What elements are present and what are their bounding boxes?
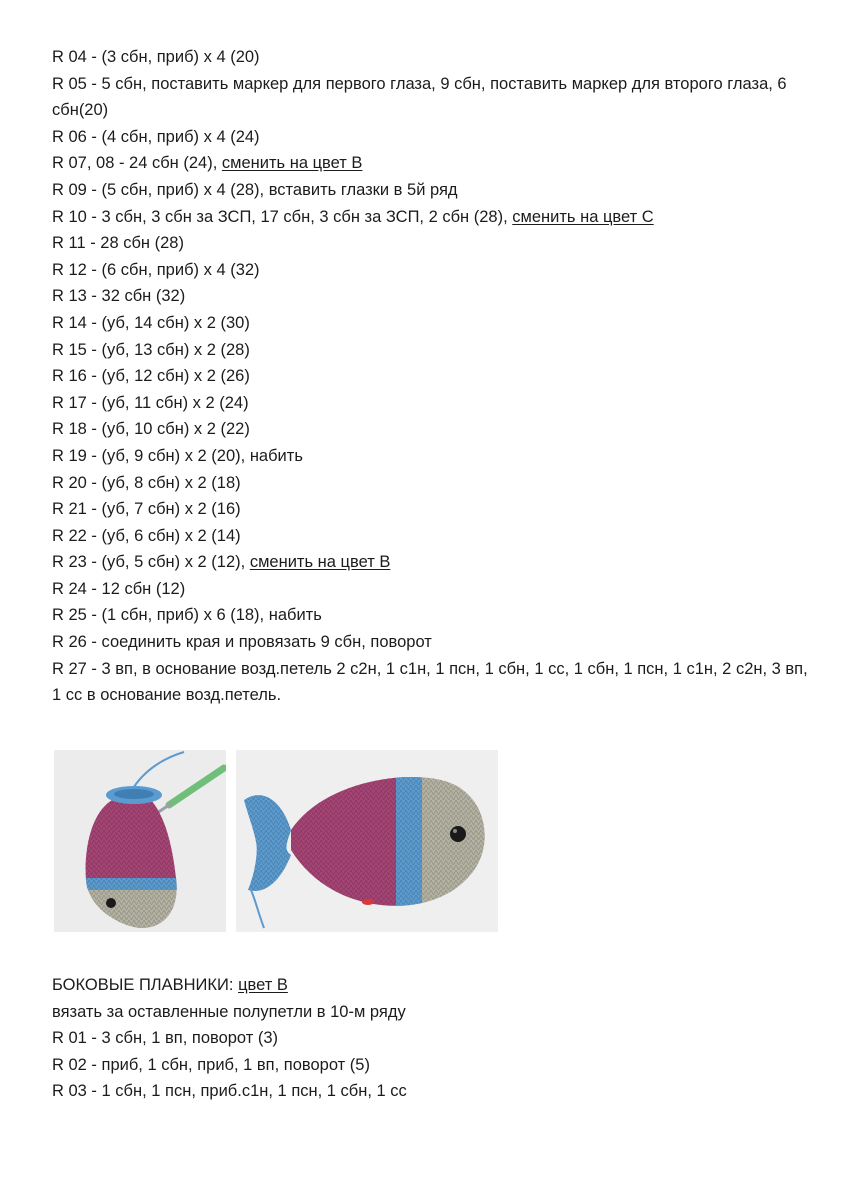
color-link: цвет В: [238, 976, 288, 994]
color-change-link: сменить на цвет В: [249, 553, 391, 572]
pattern-row: R 07, 08 - 24 сбн (24), сменить на цвет В: [52, 154, 363, 173]
fin-row: R 02 - приб, 1 сбн, приб, 1 вп, поворот (5): [52, 1055, 370, 1074]
fin-row: R 03 - 1 сбн, 1 псн, приб.с1н, 1 псн, 1 сбн, 1 сс: [52, 1082, 407, 1101]
photo-finished-fish: [236, 750, 498, 932]
pattern-row: R 09 - (5 сбн, приб) х 4 (28), вставить глазки в 5й ряд: [52, 180, 458, 199]
pattern-row: R 16 - (уб, 12 сбн) х 2 (26): [52, 367, 250, 386]
pattern-row: R 06 - (4 сбн, приб) х 4 (24): [52, 127, 260, 146]
pattern-row: R 13 - 32 сбн (32): [52, 287, 186, 306]
pattern-row: R 12 - (6 сбн, приб) х 4 (32): [52, 260, 260, 279]
pattern-row: R 11 - 28 сбн (28): [52, 234, 184, 253]
pattern-row: R 26 - соединить края и провязать 9 сбн, поворот: [52, 633, 432, 652]
pattern-row: R 14 - (уб, 14 сбн) х 2 (30): [52, 313, 250, 332]
pattern-row: R 27 - 3 вп, в основание возд.петель 2 с2н, 1 с1н, 1 псн, 1 сбн, 1 сс, 1 сбн, 1 псн, 1 с1н, 2 с2н, 3 вп, 1 сс в основание возд.петель.: [52, 659, 808, 705]
pattern-row: R 10 - 3 сбн, 3 сбн за ЗСП, 17 сбн, 3 сбн за ЗСП, 2 сбн (28), сменить на цвет С: [52, 207, 654, 226]
pattern-rows: [52, 44, 812, 709]
side-fins-section: [52, 972, 812, 1105]
pattern-row: R 05 - 5 сбн, поставить маркер для первого глаза, 9 сбн, поставить маркер для второго глаза, 6 сбн(20): [52, 74, 787, 120]
fin-row: R 01 - 3 сбн, 1 вп, поворот (3): [52, 1029, 279, 1048]
pattern-row: R 04 - (3 сбн, приб) х 4 (20): [52, 48, 260, 66]
pattern-row: R 21 - (уб, 7 сбн) х 2 (16): [52, 500, 241, 519]
pattern-row: R 24 - 12 сбн (12): [52, 579, 186, 598]
pattern-row: R 25 - (1 сбн, приб) х 6 (18), набить: [52, 606, 322, 625]
pattern-row: R 20 - (уб, 8 сбн) х 2 (18): [52, 473, 241, 492]
pattern-row: R 22 - (уб, 6 сбн) х 2 (14): [52, 526, 241, 545]
color-change-link: сменить на цвет В: [221, 154, 363, 173]
pattern-row: R 15 - (уб, 13 сбн) х 2 (28): [52, 340, 250, 359]
pattern-row: R 19 - (уб, 9 сбн) х 2 (20), набить: [52, 446, 303, 465]
photo-fish-body-in-progress: [54, 750, 226, 932]
pattern-row: R 17 - (уб, 11 сбн) х 2 (24): [52, 393, 249, 412]
section-note: вязать за оставленные полупетли в 10-м ряду: [52, 1002, 406, 1021]
section-heading: БОКОВЫЕ ПЛАВНИКИ: цвет В: [52, 976, 288, 994]
pattern-row: R 18 - (уб, 10 сбн) х 2 (22): [52, 420, 250, 439]
color-change-link: сменить на цвет С: [512, 207, 654, 226]
pattern-row: R 23 - (уб, 5 сбн) х 2 (12), сменить на цвет В: [52, 553, 391, 572]
